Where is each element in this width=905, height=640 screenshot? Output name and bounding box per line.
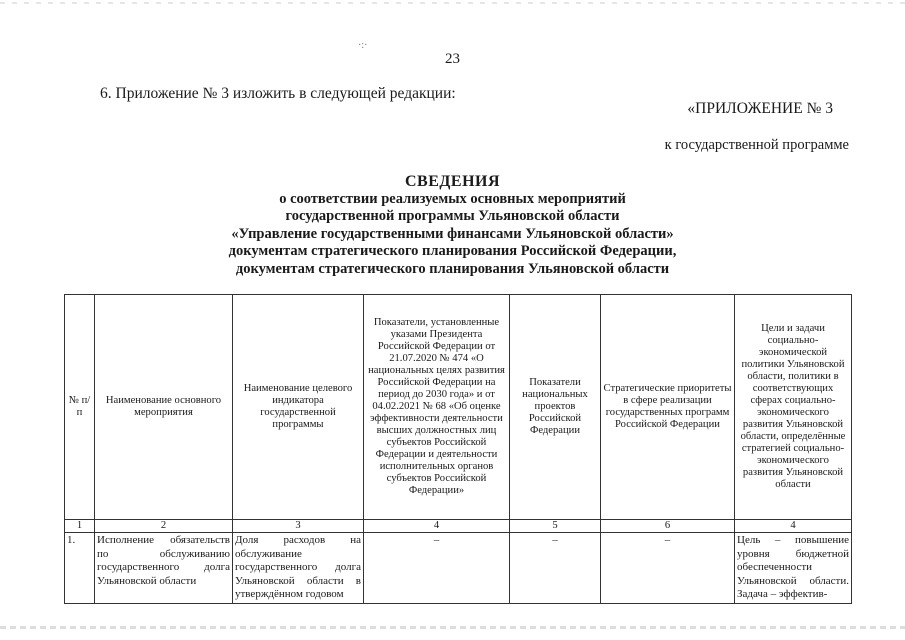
column-number-cell: 4	[364, 520, 510, 533]
column-number-cell: 3	[233, 520, 364, 533]
regional-goals-cell: Цель – повышение уровня бюджетной обеспеченности Ульяновской области. Задача – эффектив-	[735, 533, 852, 604]
column-number-cell: 1	[65, 520, 95, 533]
scan-artifact-bottom	[0, 626, 905, 629]
heading-line: о соответствии реализуемых основных мероприятий	[279, 191, 626, 207]
column-number-cell: 4	[735, 520, 852, 533]
table-row	[65, 533, 852, 604]
header-cell-regional-goals: Цели и задачи социально-экономической политики Ульяновской области, политики в соответствующих сферах социально-экономического развития Ульяновской области, определённые стратегией социально-экономического развития Ульяновской области	[735, 295, 852, 520]
header-cell-strategic-priorities: Стратегические приоритеты в сфере реализации государственных программ Российской Федерации	[601, 295, 735, 520]
strategic-priorities-cell: –	[601, 533, 735, 604]
intro-text: 6. Приложение № 3 изложить в следующей редакции:	[100, 85, 456, 102]
header-cell-number: № п/п	[65, 295, 95, 520]
column-number-row	[65, 520, 852, 533]
heading-main: СВЕДЕНИЯ	[404, 173, 501, 190]
header-cell-national-projects: Показатели национальных проектов Российской Федерации	[510, 295, 601, 520]
presidential-indicators-cell: –	[364, 533, 510, 604]
heading-line: «Управление государственными финансами Ульяновской области»	[231, 225, 674, 242]
table-header-row	[65, 295, 852, 520]
heading-line: документам стратегического планирования Российской Федерации,	[228, 243, 677, 260]
document-heading	[0, 173, 905, 278]
national-projects-cell: –	[510, 533, 601, 604]
header-cell-presidential-indicators: Показатели, установленные указами Президента Российской Федерации от 21.07.2020 № 474 «О национальных целях развития Российской Федерации на период до 2030 года» и от 04.02.2021 № 68 «Об оценке эффективности деятельности высших должностных лиц субъектов Российской Федерации и деятельности исполнительных органов субъектов Российской Федерации»	[364, 295, 510, 520]
heading-line: государственной программы Ульяновской области	[285, 208, 620, 225]
column-number-cell: 6	[601, 520, 735, 533]
scan-mark: ·:·	[358, 40, 368, 51]
header-cell-activity: Наименование основного мероприятия	[95, 295, 233, 520]
compliance-table	[64, 294, 852, 604]
row-number-cell: 1.	[65, 533, 95, 604]
column-number-cell: 2	[95, 520, 233, 533]
heading-line: документам стратегического планирования Ульяновской области	[235, 260, 670, 277]
appendix-subtitle: к государственной программе	[664, 137, 849, 153]
scan-artifact-top	[0, 2, 905, 4]
column-number-cell: 5	[510, 520, 601, 533]
page-number: 23	[445, 51, 460, 67]
indicator-cell: Доля расходов на обслуживание государственного долга Ульяновской области в утверждённом годовом	[233, 533, 364, 604]
activity-cell: Исполнение обязательств по обслуживанию государственного долга Ульяновской области	[95, 533, 233, 604]
appendix-title: «ПРИЛОЖЕНИЕ № 3	[687, 100, 833, 117]
header-cell-indicator: Наименование целевого индикатора государственной программы	[233, 295, 364, 520]
